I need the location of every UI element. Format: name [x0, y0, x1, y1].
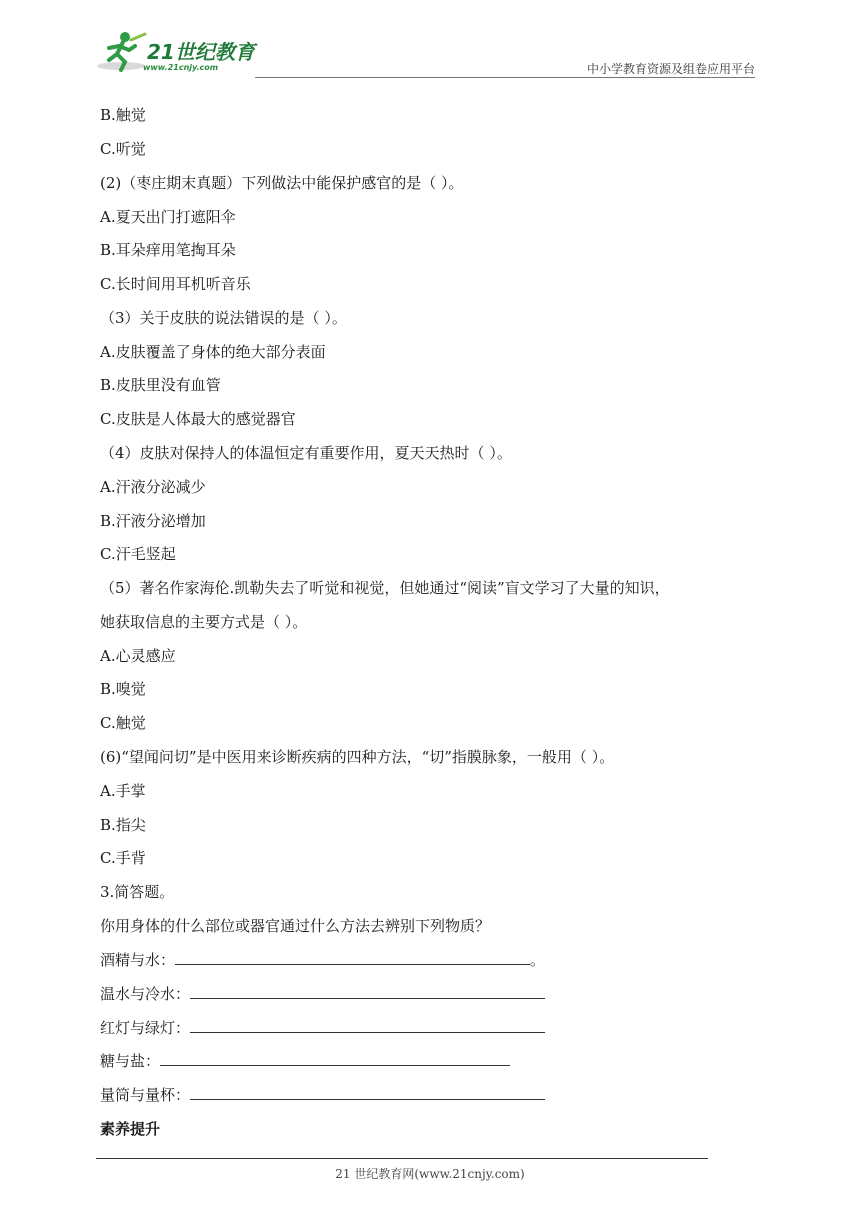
question-text-line: C.皮肤是人体最大的感觉器官	[100, 410, 296, 428]
answer-blank[interactable]	[175, 950, 530, 965]
fill-item	[100, 1051, 510, 1071]
logo-brand-text: 21世纪教育	[147, 40, 255, 64]
question-text-line: （5）著名作家海伦.凯勒失去了听觉和视觉，但她通过“阅读”盲文学习了大量的知识，	[100, 579, 670, 597]
question-text-line: B.触觉	[100, 106, 146, 124]
answer-blank[interactable]	[160, 1051, 510, 1066]
header-platform-title: 中小学教育资源及组卷应用平台	[586, 62, 755, 76]
question-text-line: C.汗毛竖起	[100, 545, 176, 563]
question-text-line: A.手掌	[100, 782, 146, 800]
question-text-line: C.触觉	[100, 714, 146, 732]
question-text-line: A.夏天出门打遮阳伞	[100, 208, 236, 226]
question-text-line: B.嗅觉	[100, 680, 146, 698]
footer-divider	[96, 1158, 708, 1159]
fill-item	[100, 1085, 545, 1105]
header-divider	[255, 77, 755, 78]
answer-blank[interactable]	[190, 984, 545, 999]
fill-item-label: 红灯与绿灯：	[100, 1019, 191, 1037]
fill-item	[100, 950, 545, 970]
question-text-line: A.皮肤覆盖了身体的绝大部分表面	[100, 343, 326, 361]
question-text-line: 3.简答题。	[100, 883, 175, 901]
fill-item-label: 糖与盐：	[100, 1052, 161, 1070]
logo-url-text: www.21cnjy.com	[143, 63, 219, 72]
question-text-line: A.心灵感应	[100, 647, 176, 665]
question-text-line: A.汗液分泌减少	[100, 478, 206, 496]
question-text-line: 她获取信息的主要方式是（ ）。	[100, 613, 308, 631]
fill-item	[100, 984, 545, 1004]
question-text-line: B.皮肤里没有血管	[100, 376, 221, 394]
question-text-line: （4）皮肤对保持人的体温恒定有重要作用，夏天天热时（ ）。	[100, 444, 512, 462]
question-text-line: C.手背	[100, 849, 146, 867]
answer-blank[interactable]	[190, 1018, 545, 1033]
question-text-line: B.耳朵痒用笔掏耳朵	[100, 241, 236, 259]
fill-item	[100, 1018, 545, 1038]
question-text-line: (2)（枣庄期末真题）下列做法中能保护感官的是（ ）。	[100, 174, 464, 192]
question-text-line: （3）关于皮肤的说法错误的是（ ）。	[100, 309, 347, 327]
page-footer: 21 世纪教育网(www.21cnjy.com)	[335, 1167, 525, 1181]
question-text-line: B.汗液分泌增加	[100, 512, 206, 530]
question-text-line: B.指尖	[100, 816, 146, 834]
question-text-line: C.长时间用耳机听音乐	[100, 275, 251, 293]
section-heading: 素养提升	[100, 1120, 161, 1138]
page-header	[95, 28, 755, 80]
fill-item-label: 温水与冷水：	[100, 985, 191, 1003]
answer-blank[interactable]	[190, 1085, 545, 1100]
fill-item-suffix: 。	[530, 951, 546, 969]
fill-item-label: 酒精与水：	[100, 951, 176, 969]
question-text-line: C.听觉	[100, 140, 146, 158]
question-text-line: 你用身体的什么部位或器官通过什么方法去辨别下列物质？	[100, 917, 491, 935]
site-logo	[95, 30, 265, 76]
fill-item-label: 量筒与量杯：	[100, 1086, 191, 1104]
question-text-line: (6)“望闻问切”是中医用来诊断疾病的四种方法，“切”指膜脉象，一般用（ ）。	[100, 748, 615, 766]
